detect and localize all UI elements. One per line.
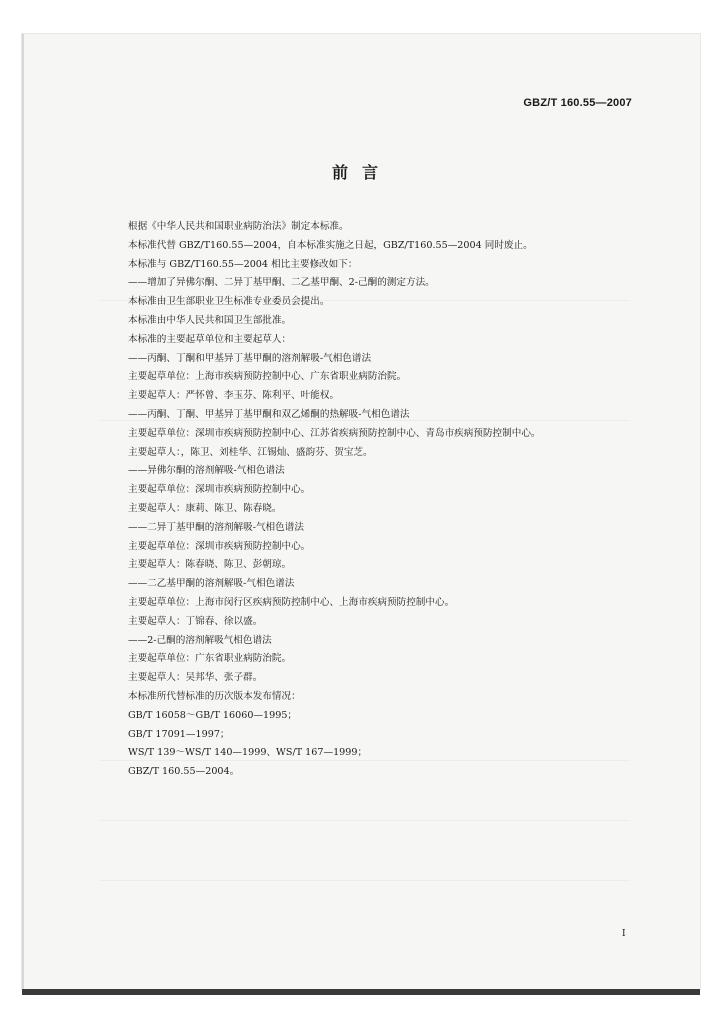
scan-bottom-edge bbox=[22, 989, 700, 995]
body-line: GB/T 17091—1997； bbox=[128, 728, 230, 740]
body-line: 主要起草单位：深圳市疾病预防控制中心。 bbox=[128, 540, 311, 552]
body-line: ——异佛尔酮的溶剂解吸-气相色谱法 bbox=[128, 465, 285, 477]
body-line: 本标准所代替标准的历次版本发布情况： bbox=[128, 690, 301, 702]
body-line: 本标准的主要起草单位和主要起草人： bbox=[128, 333, 292, 345]
body-line: 本标准与 GBZ/T160.55—2004 相比主要修改如下： bbox=[128, 258, 358, 270]
body-line: ——二异丁基甲酮的溶剂解吸-气相色谱法 bbox=[128, 521, 304, 533]
body-line: 主要起草人：丁锦春、徐以盛。 bbox=[128, 615, 263, 627]
body-line: 主要起草单位：深圳市疾病预防控制中心、江苏省疾病预防控制中心、青岛市疾病预防控制中心。 bbox=[128, 427, 541, 439]
body-line: 本标准由中华人民共和国卫生部批准。 bbox=[128, 314, 292, 326]
foreword-body bbox=[128, 218, 648, 782]
body-line: 主要起草单位：上海市闵行区疾病预防控制中心、上海市疾病预防控制中心。 bbox=[128, 596, 455, 608]
standard-code: GBZ/T 160.55—2007 bbox=[523, 97, 632, 109]
body-line: 根据《中华人民共和国职业病防治法》制定本标准。 bbox=[128, 221, 349, 232]
body-line: WS/T 139～WS/T 140—1999、WS/T 167—1999； bbox=[128, 747, 368, 759]
page-number: I bbox=[622, 929, 626, 939]
body-line: 主要起草人：，陈卫、刘桂华、江锡灿、盛韵芬、贺宝芝。 bbox=[128, 446, 373, 458]
body-line: 主要起草人：严怀曾、李玉芬、陈利平、叶能权。 bbox=[128, 390, 340, 402]
bleed-through-line bbox=[100, 880, 630, 881]
body-line: 本标准由卫生部职业卫生标准专业委员会提出。 bbox=[128, 296, 330, 308]
body-line: GB/T 16058～GB/T 16060—1995； bbox=[128, 709, 298, 721]
body-line: GBZ/T 160.55—2004。 bbox=[128, 766, 240, 778]
body-line: ——2-己酮的溶剂解吸气相色谱法 bbox=[128, 634, 272, 646]
body-line: 主要起草单位：深圳市疾病预防控制中心。 bbox=[128, 484, 311, 496]
page-title: 前言 bbox=[331, 163, 392, 182]
body-line: 主要起草人：吴邦华、张子群。 bbox=[128, 672, 263, 684]
body-line: ——丙酮、丁酮和甲基异丁基甲酮的溶剂解吸-气相色谱法 bbox=[128, 352, 372, 364]
body-line: ——丙酮、丁酮、甲基异丁基甲酮和双乙烯酮的热解吸-气相色谱法 bbox=[128, 408, 410, 420]
scan-margin-top bbox=[0, 0, 724, 34]
body-line: 本标准代替 GBZ/T160.55—2004，自本标准实施之日起，GBZ/T160.55—2004 同时废止。 bbox=[128, 239, 533, 251]
body-line: ——增加了异佛尔酮、二异丁基甲酮、二乙基甲酮、2-己酮的测定方法。 bbox=[128, 277, 435, 289]
body-line: 主要起草人：陈春晓、陈卫、彭朝琼。 bbox=[128, 559, 292, 571]
body-line: 主要起草单位：上海市疾病预防控制中心、广东省职业病防治院。 bbox=[128, 371, 407, 383]
bleed-through-line bbox=[100, 820, 630, 821]
body-line: 主要起草单位：广东省职业病防治院。 bbox=[128, 653, 292, 665]
body-line: ——二乙基甲酮的溶剂解吸-气相色谱法 bbox=[128, 578, 295, 590]
body-line: 主要起草人：康莉、陈卫、陈春晓。 bbox=[128, 502, 282, 514]
